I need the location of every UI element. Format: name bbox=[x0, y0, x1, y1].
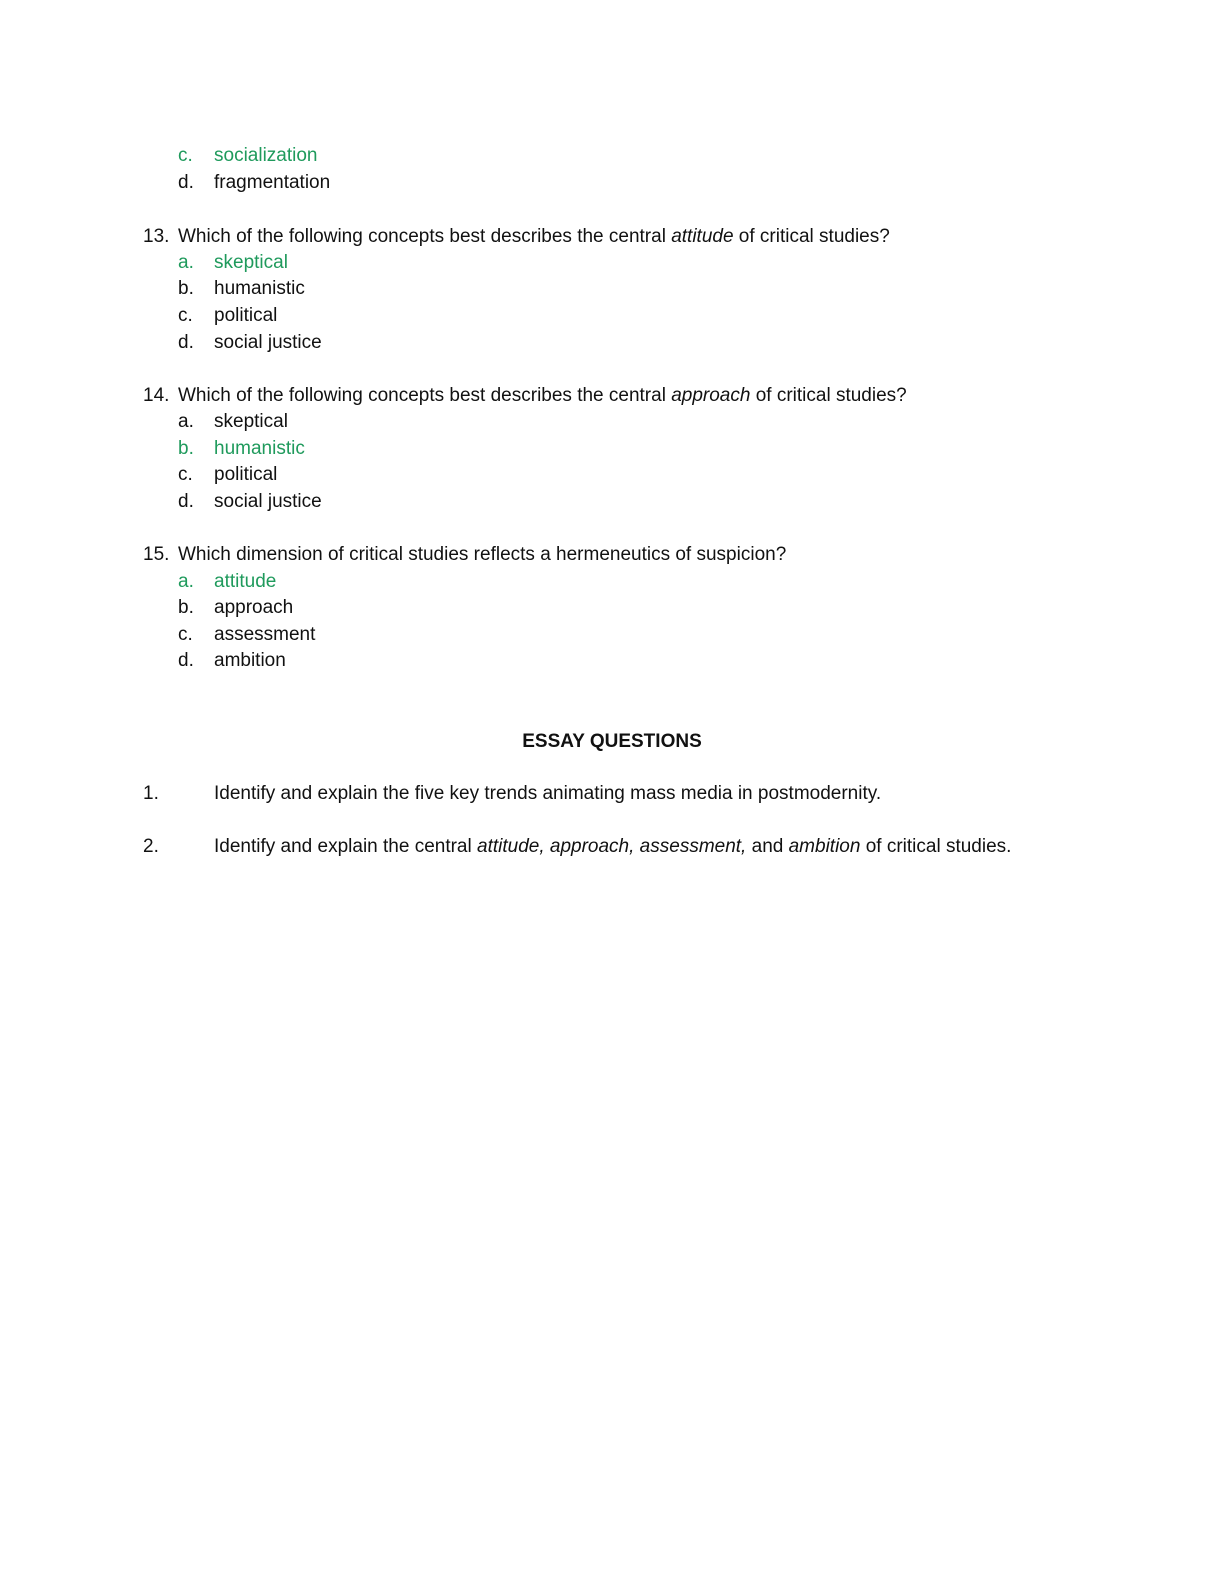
option-text: social justice bbox=[214, 491, 322, 512]
option-text: skeptical bbox=[214, 411, 288, 432]
option-text: ambition bbox=[214, 650, 286, 671]
option-letter: d. bbox=[178, 332, 194, 353]
essay-number: 2. bbox=[143, 836, 159, 857]
option-text: social justice bbox=[214, 332, 322, 353]
essay-number: 1. bbox=[143, 783, 159, 804]
option-text: humanistic bbox=[214, 438, 305, 459]
option-text: approach bbox=[214, 597, 294, 618]
option-letter: c. bbox=[178, 145, 193, 166]
option-letter: b. bbox=[178, 278, 194, 299]
question-number: 13. bbox=[143, 226, 170, 247]
option-letter: b. bbox=[178, 438, 194, 459]
option-letter: a. bbox=[178, 252, 194, 273]
question-text: Which of the following concepts best describes the central approach of critical studies? bbox=[178, 385, 907, 406]
question-number: 15. bbox=[143, 544, 170, 565]
option-letter: d. bbox=[178, 650, 194, 671]
question-number: 14. bbox=[143, 385, 170, 406]
option-text: political bbox=[214, 464, 278, 485]
option-text: fragmentation bbox=[214, 172, 331, 193]
essay-text: Identify and explain the central attitude, approach, assessment, and ambition of critical studies. bbox=[214, 836, 1012, 857]
essay-text: Identify and explain the five key trends animating mass media in postmodernity. bbox=[214, 783, 882, 804]
option-letter: b. bbox=[178, 597, 194, 618]
option-letter: c. bbox=[178, 464, 193, 485]
option-letter: a. bbox=[178, 571, 194, 592]
option-letter: d. bbox=[178, 491, 194, 512]
option-text: assessment bbox=[214, 624, 316, 645]
option-letter: c. bbox=[178, 624, 193, 645]
section-heading: ESSAY QUESTIONS bbox=[522, 731, 702, 752]
option-text: attitude bbox=[214, 571, 277, 592]
option-letter: c. bbox=[178, 305, 193, 326]
question-text: Which of the following concepts best describes the central attitude of critical studies? bbox=[178, 226, 890, 247]
option-text: political bbox=[214, 305, 278, 326]
option-text: humanistic bbox=[214, 278, 305, 299]
option-letter: a. bbox=[178, 411, 194, 432]
question-text: Which dimension of critical studies reflects a hermeneutics of suspicion? bbox=[178, 544, 787, 565]
option-letter: d. bbox=[178, 172, 194, 193]
option-text: skeptical bbox=[214, 252, 288, 273]
option-text: socialization bbox=[214, 145, 318, 166]
